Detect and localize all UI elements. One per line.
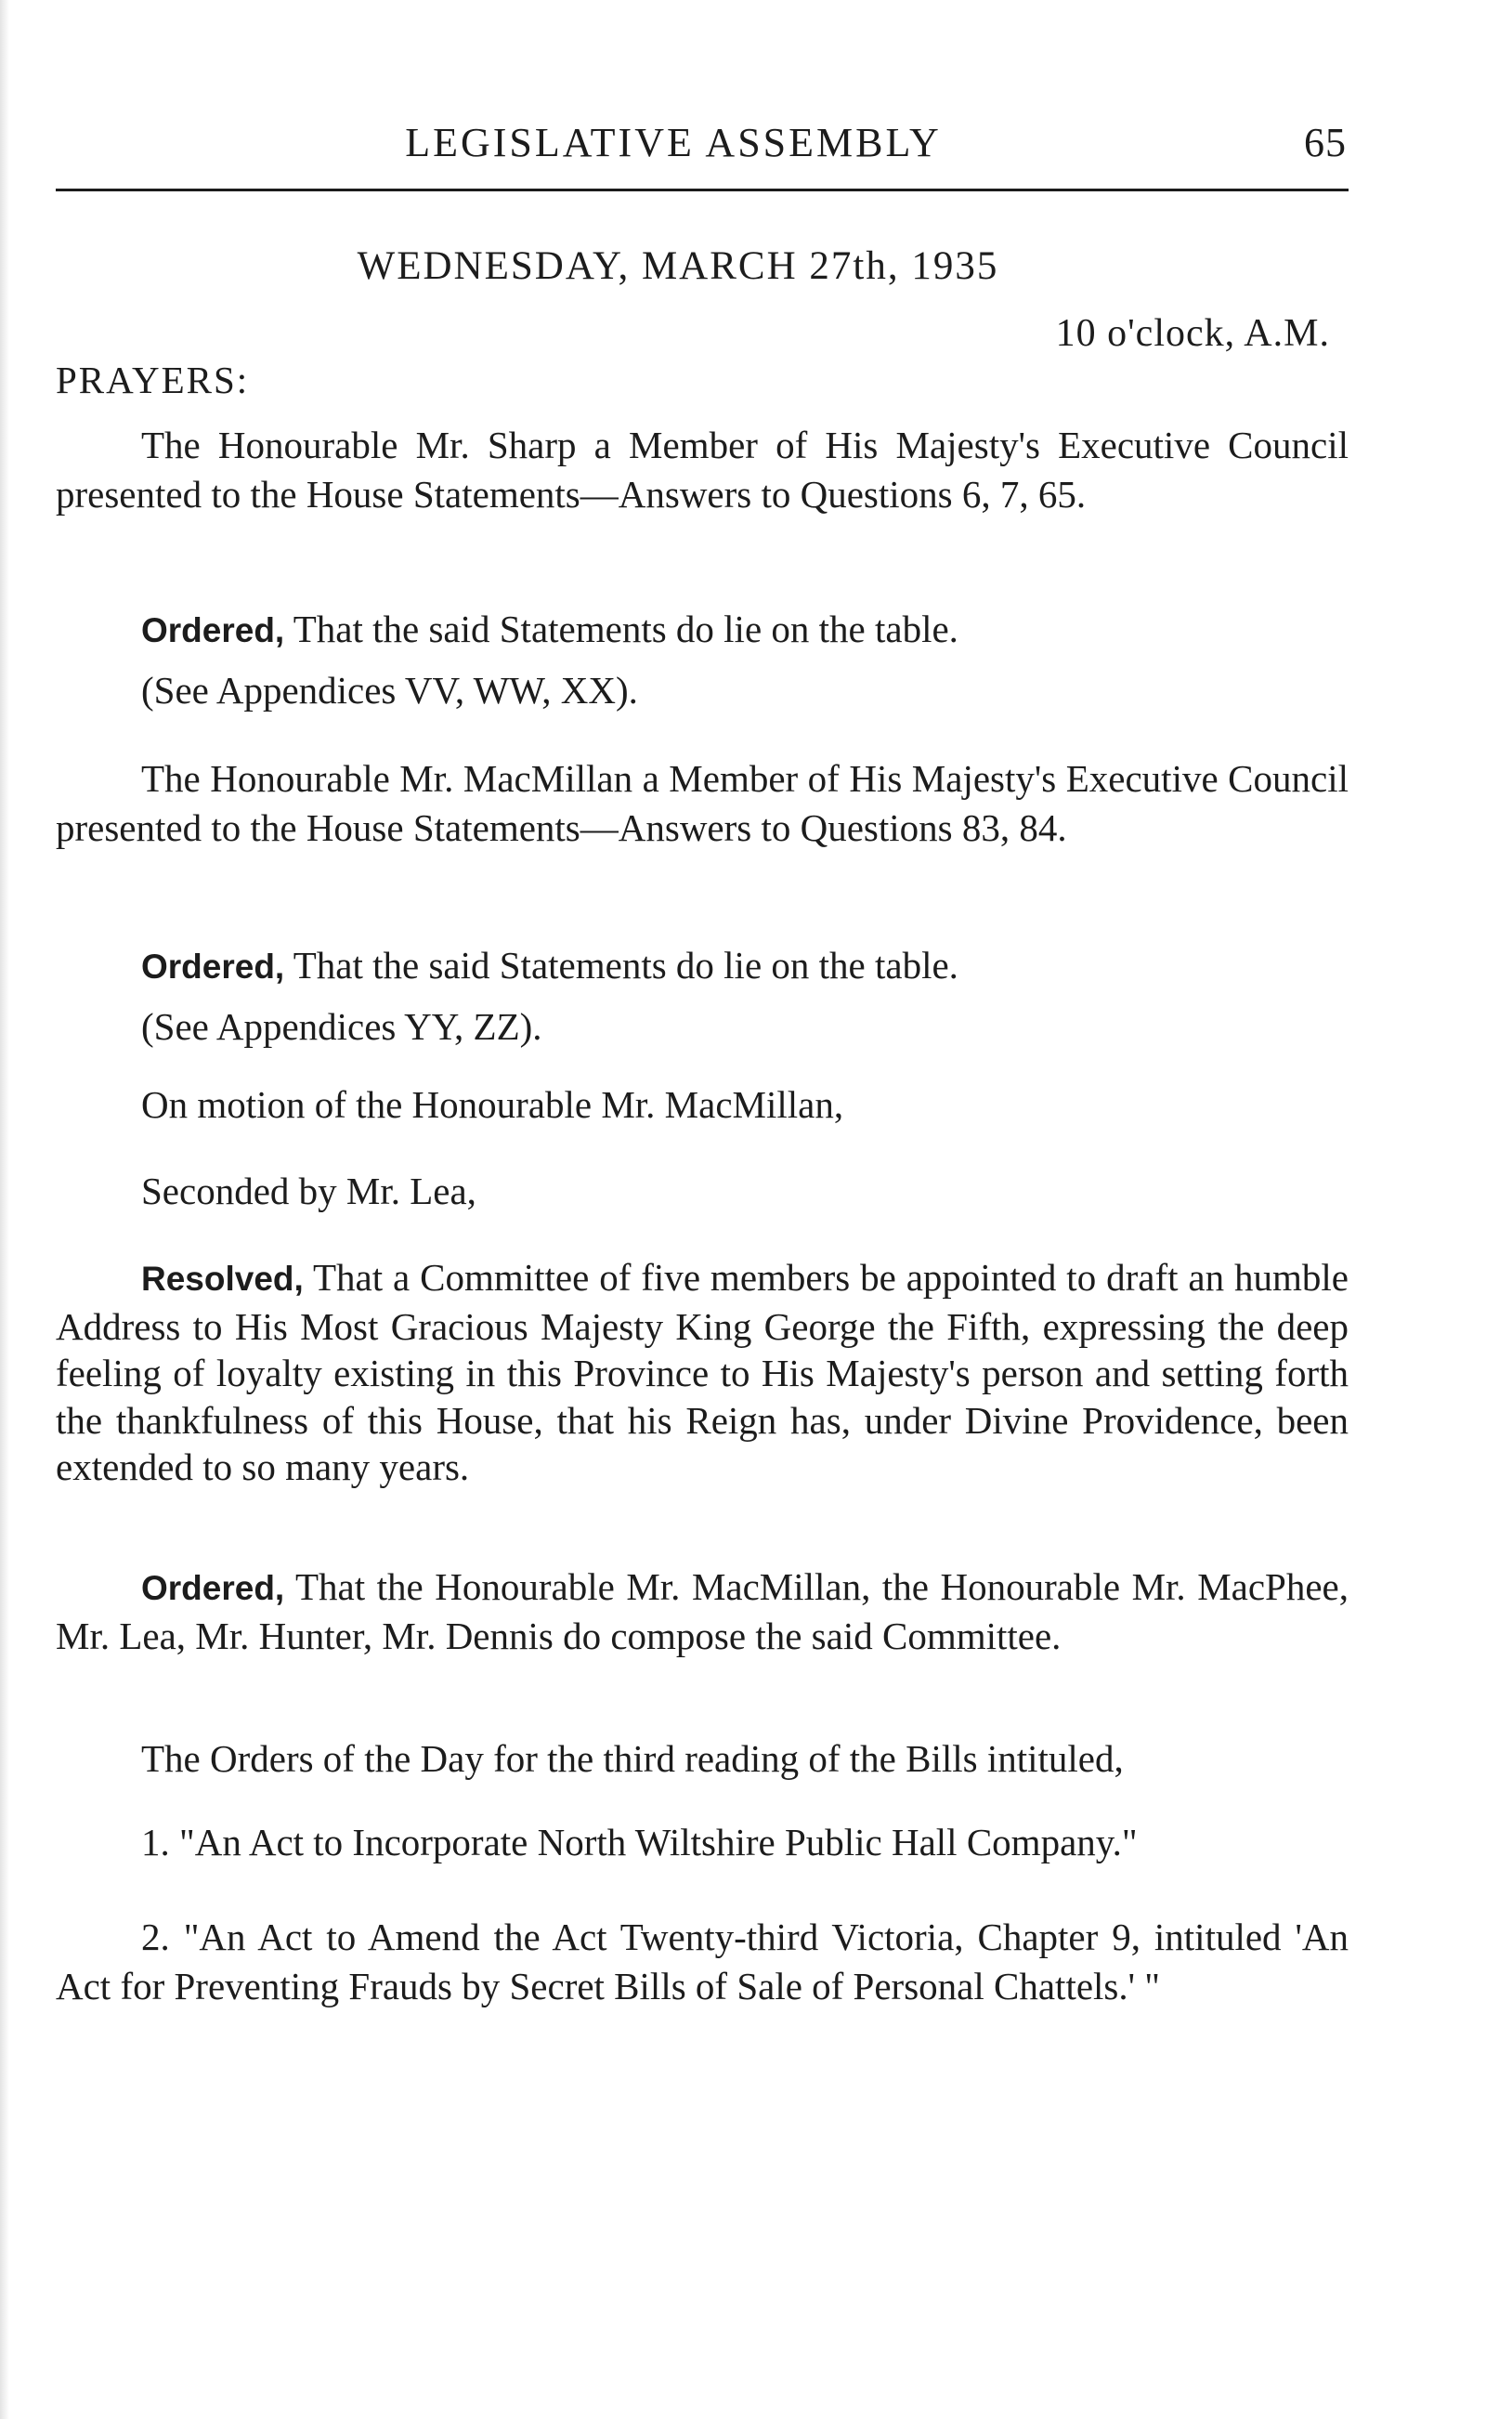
paragraph-lead: Ordered,: [141, 611, 285, 649]
running-head: [56, 119, 1347, 175]
paragraph-text: That a Committee of five members be appointed to draft an humble Address to His Most Gracious Majesty King George the Fifth, expressing the deep feeling of loyalty existing in this Province to His Majesty's person and setting forth the thankfulness of this House, that his Reign has, under Divine Providence, been extended to so many years.: [56, 1256, 1349, 1488]
paragraph-ordered-committee: [56, 1563, 1349, 1659]
paragraph-text: The Honourable Mr. Sharp a Member of His Majesty's Executive Council presented to the House Statements—Answers to Questions 6, 7, 65.: [56, 424, 1349, 516]
paragraph-text: The Orders of the Day for the third reading of the Bills intituled,: [141, 1737, 1124, 1780]
paragraph-text: (See Appendices YY, ZZ).: [141, 1005, 542, 1048]
paragraph-ordered-2: [56, 942, 1349, 991]
paragraph-lead: Ordered,: [141, 948, 285, 986]
paragraph-seconded: [56, 1168, 1349, 1217]
paragraph-lead: Ordered,: [141, 1569, 285, 1607]
sitting-time: 10 o'clock, A.M.: [1055, 312, 1330, 355]
paragraph-sharp-statements: [56, 422, 1349, 517]
paragraph-orders-of-day: [56, 1735, 1349, 1785]
header-rule: [56, 189, 1349, 191]
paragraph-text: (See Appendices VV, WW, XX).: [141, 669, 638, 712]
sitting-date: WEDNESDAY, MARCH 27th, 1935: [357, 244, 999, 288]
paragraph-text: That the said Statements do lie on the table.: [284, 608, 958, 650]
prayers-heading: PRAYERS:: [56, 359, 250, 401]
paragraph-macmillan-statements: [56, 755, 1349, 851]
paragraph-text: That the said Statements do lie on the table.: [284, 944, 958, 987]
page-edge-shadow: [0, 0, 9, 2419]
bill-item-1: [56, 1819, 1349, 1868]
paragraph-text: The Honourable Mr. MacMillan a Member of His Majesty's Executive Council presented to the House Statements—Answers to Questions 83, 84.: [56, 757, 1349, 849]
paragraph-motion: [56, 1081, 1349, 1131]
paragraph-lead: Resolved,: [141, 1260, 304, 1298]
paragraph-resolved: [56, 1254, 1349, 1491]
paragraph-text: 2. "An Act to Amend the Act Twenty-third Victoria, Chapter 9, intituled 'An Act for Preventing Frauds by Secret Bills of Sale of Personal Chattels.' ": [56, 1916, 1349, 2007]
paragraph-text: On motion of the Honourable Mr. MacMillan,: [141, 1083, 844, 1126]
paragraph-appendices-2: [56, 1003, 1349, 1053]
running-head-title: LEGISLATIVE ASSEMBLY: [405, 120, 942, 165]
bill-item-2: [56, 1914, 1349, 2009]
paragraph-text: 1. "An Act to Incorporate North Wiltshire Public Hall Company.": [141, 1821, 1138, 1863]
paragraph-ordered-1: [56, 606, 1349, 655]
paragraph-appendices-1: [56, 667, 1349, 716]
page-number: 65: [1304, 120, 1347, 165]
paragraph-text: That the Honourable Mr. MacMillan, the Honourable Mr. MacPhee, Mr. Lea, Mr. Hunter, Mr. Dennis do compose the said Committee.: [56, 1565, 1349, 1657]
paragraph-text: Seconded by Mr. Lea,: [141, 1170, 476, 1212]
